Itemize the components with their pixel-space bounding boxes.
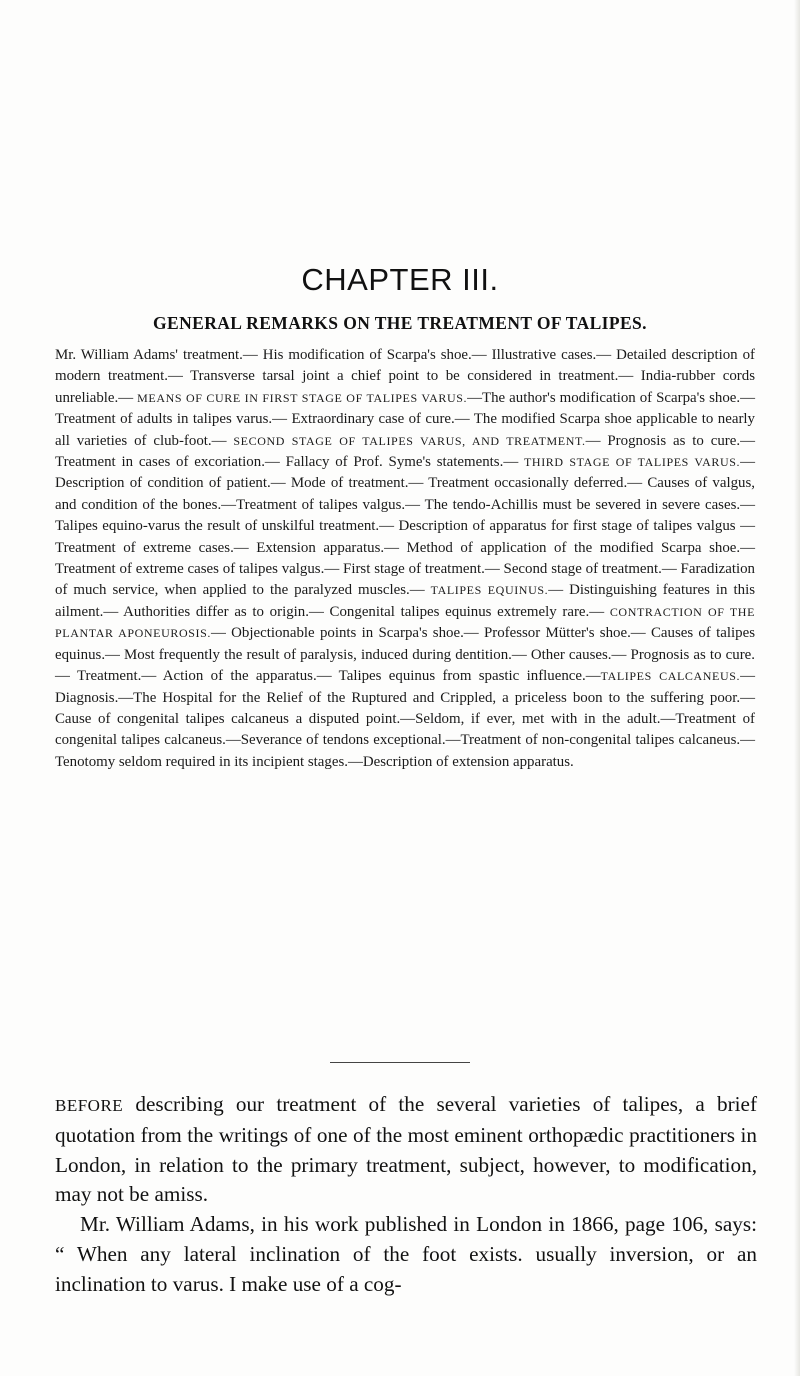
synopsis-heading: MEANS OF CURE IN FIRST STAGE OF TALIPES VARUS. bbox=[137, 390, 468, 405]
synopsis-segment: —Diagnosis.—The Hospital for the Relief of the Ruptured and Crippled, a priceless boon to the suffering poor.— Cause of congenital talipes calcaneus a disputed point.—Seldom, if ever, met with in the adult.—Treatment of congenital talipes calcaneus.—Severance of tendons exceptional.—Treatment of non-congenital talipes calcaneus.—Tenotomy seldom required in its incipient stages.—Description of extension apparatus. bbox=[55, 668, 755, 770]
section-divider bbox=[330, 1062, 470, 1063]
section-title: GENERAL REMARKS ON THE TREATMENT OF TALIPES. bbox=[153, 313, 647, 333]
synopsis-heading: TALIPES CALCANEUS. bbox=[600, 669, 741, 684]
synopsis-segment: — Description of condition of patient.— Mode of treatment.— Treatment occasionally deferred.— Causes of valgus, and condition of the bones.—Treatment of talipes valgus.— The tendo-Achillis must be severed in severe cases.— Talipes equino-varus the result of unskilful treatment.— Description of apparatus for first stage of talipes valgus —Treatment of extreme cases.— Extension apparatus.— Method of application of the modified Scarpa shoe.— Treatment of extreme cases of talipes valgus.— First stage of treatment.— Second stage of treatment.— Faradization of much service, when applied to the paralyzed muscles.— bbox=[55, 454, 755, 599]
page-edge-shadow bbox=[794, 0, 800, 1376]
synopsis-segment: — Objectionable points in Scarpa's shoe.— Professor Mütter's shoe.— Causes of talipes equinus.— Most frequently the result of paralysis, induced during dentition.— Other causes.— Prognosis as to cure.— Treatment.— Action of the apparatus.— Talipes equinus from spastic influence.— bbox=[55, 625, 755, 685]
synopsis-segment: —The author's modification of Scarpa's shoe.— Treatment of adults in talipes varus.— Extraordinary case of cure.— The modified Scarpa shoe applicable to nearly all varieties of club-foot.— bbox=[55, 389, 755, 449]
synopsis-segment: Mr. William Adams' treatment.— His modification of Scarpa's shoe.— Illustrative cases.— Detailed description of modern treatment.— Transverse tarsal joint a chief point to be considered in treatment.— India-rubber cords unreliable.— bbox=[55, 347, 755, 406]
lead-word: BEFORE bbox=[55, 1096, 124, 1115]
synopsis-segment: — Prognosis as to cure.— Treatment in cases of excoriation.— Fallacy of Prof. Syme's statements.— bbox=[55, 432, 755, 471]
body-paragraph-2: Mr. William Adams, in his work published in London in 1866, page 106, says: “ When any lateral inclination of the foot exists. usually inversion, or an inclination to varus. I make use of a cog- bbox=[55, 1212, 757, 1296]
synopsis-heading: THIRD STAGE OF TALIPES VARUS. bbox=[524, 455, 741, 470]
paragraph-text: describing our treatment of the several varieties of talipes, a brief quotation from the writings of one of the most eminent orthopædic practitioners in London, in relation to the primary treatment, subject, however, to modification, may not be amiss. bbox=[55, 1092, 757, 1207]
body-paragraph-1 bbox=[55, 1090, 757, 1210]
body-text bbox=[55, 1090, 757, 1300]
synopsis-heading: CONTRACTION OF THE PLANTAR APONEUROSIS. bbox=[55, 604, 756, 641]
chapter-title: CHAPTER III. bbox=[301, 262, 499, 297]
synopsis-heading: SECOND STAGE OF TALIPES VARUS, AND TREATMENT. bbox=[233, 433, 586, 448]
synopsis-heading: TALIPES EQUINUS. bbox=[430, 583, 549, 598]
synopsis-segment: — Distinguishing features in this ailment.— Authorities differ as to origin.— Congenital talipes equinus extremely rare.— bbox=[55, 582, 756, 620]
chapter-synopsis bbox=[55, 345, 755, 773]
